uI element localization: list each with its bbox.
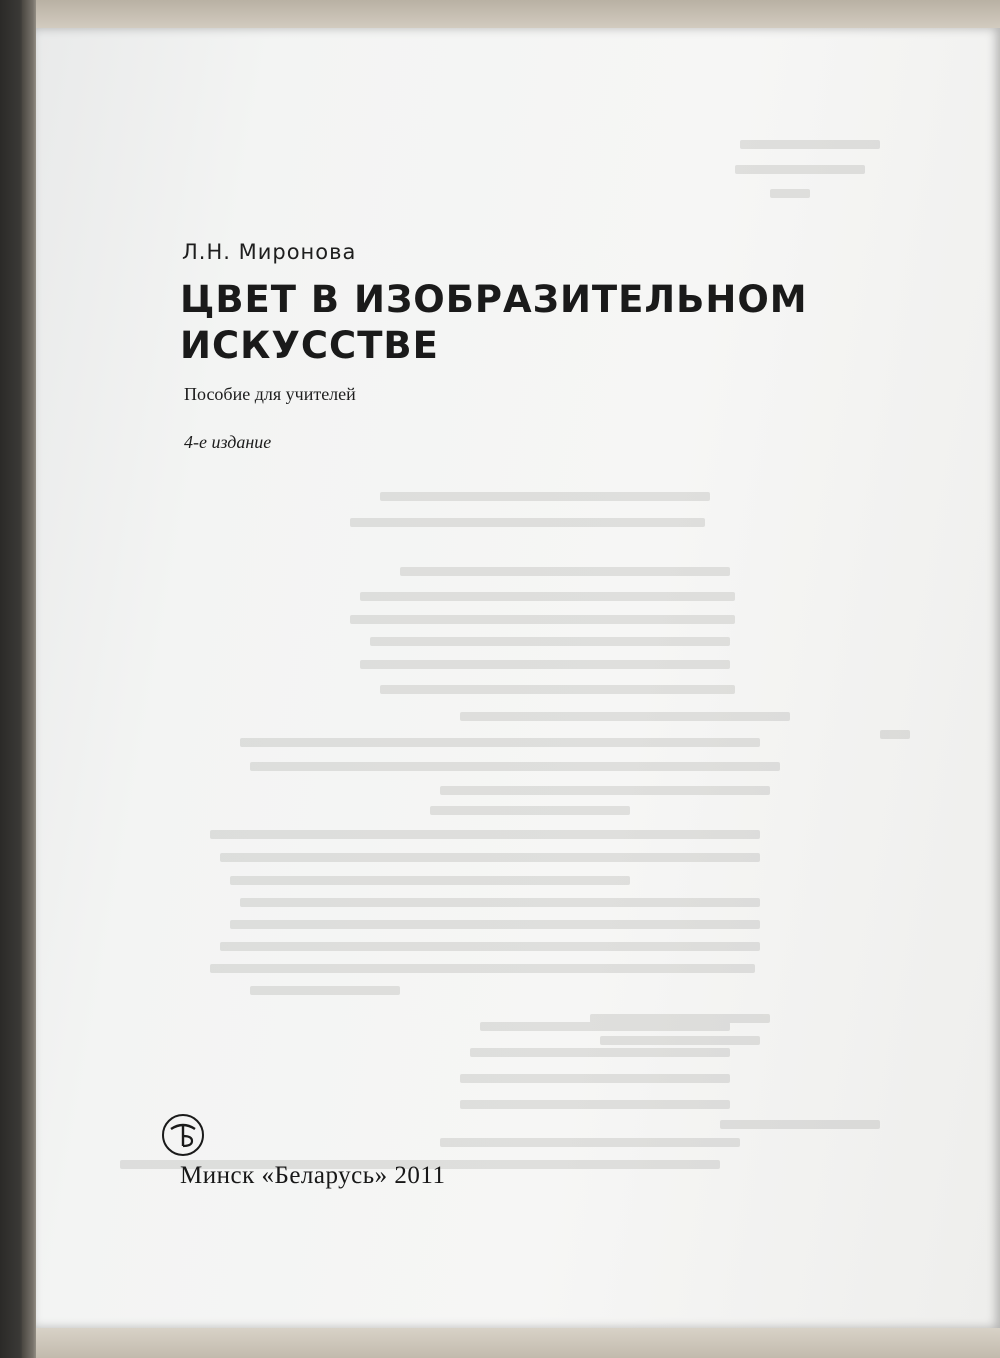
publisher-logo-icon xyxy=(160,1112,206,1158)
book-subtitle: Пособие для учителей xyxy=(184,384,356,404)
book-title-line-1: ЦВЕТ В ИЗОБРАЗИТЕЛЬНОМ xyxy=(180,278,808,321)
page-bottom-edge xyxy=(36,1328,1000,1358)
book-title-line-2: ИСКУССТВЕ xyxy=(180,324,439,367)
page-top-shadow xyxy=(36,0,1000,28)
publisher-imprint: Минск «Беларусь» 2011 xyxy=(180,1162,446,1189)
edition-label: 4-е издание xyxy=(184,432,272,452)
book-title xyxy=(180,277,880,369)
author-name: Л.Н. Миронова xyxy=(182,240,357,264)
